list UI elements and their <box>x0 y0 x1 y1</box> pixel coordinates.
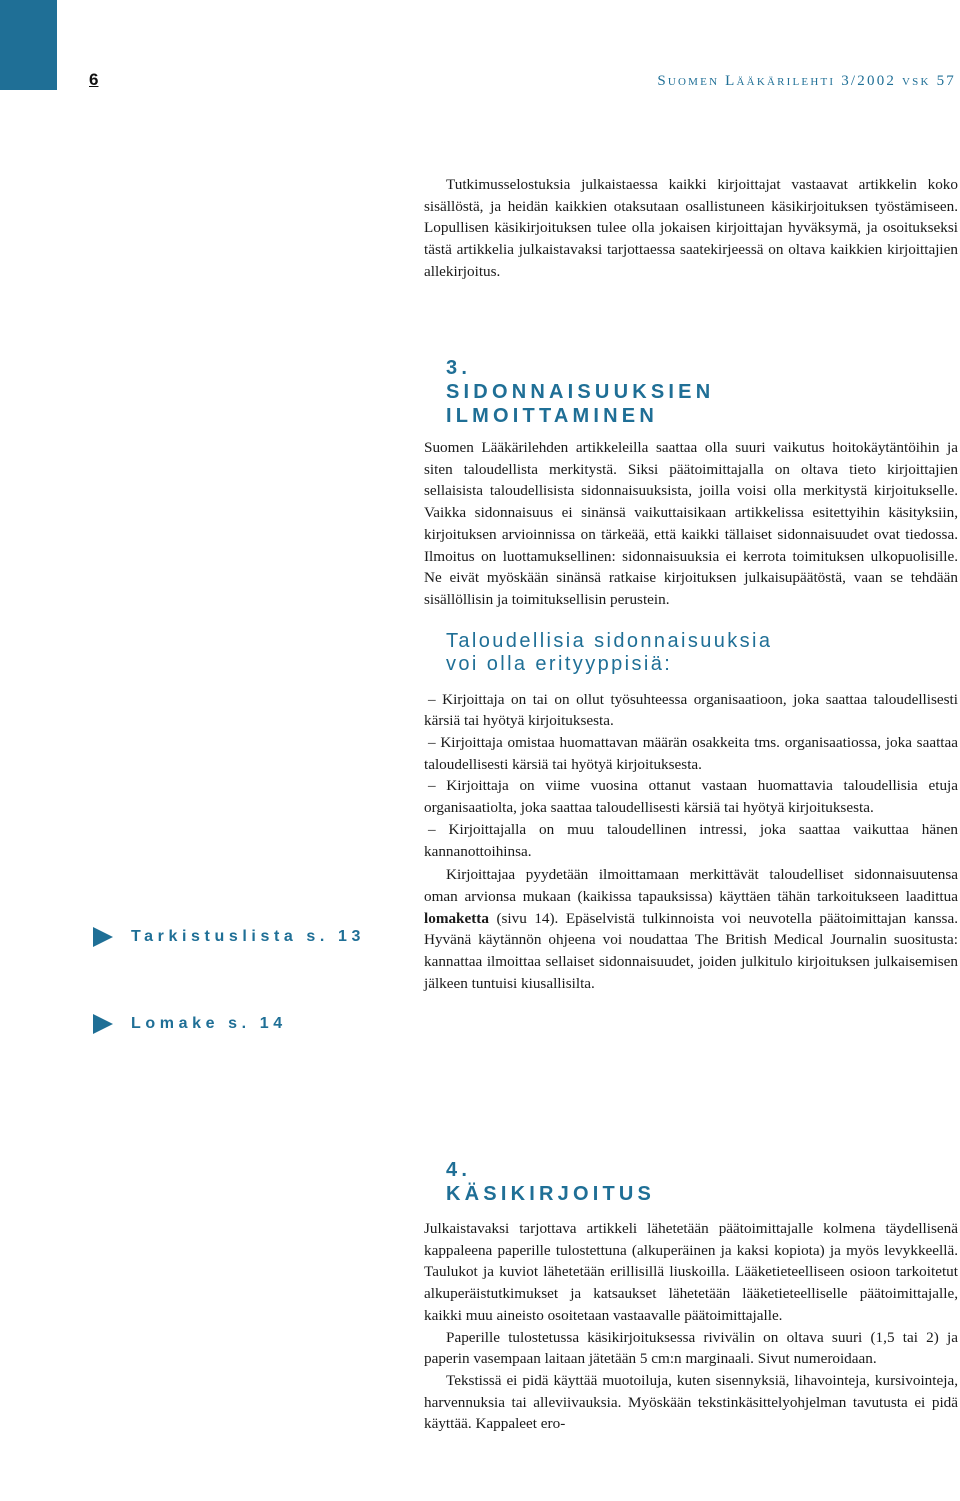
dash-list <box>424 689 958 863</box>
subheading-line1: Taloudellisia sidonnaisuuksia <box>446 629 773 652</box>
intro-block <box>424 174 958 283</box>
section-4-paragraph-3: Tekstissä ei pidä käyttää muotoiluja, kuten sisennyksiä, lihavointeja, kursivointeja, harvennuksia tai alleviivauksia. Myöskään tekstinkäsittelyohjelman tavutusta ei pidä käyttää. Kappaleet ero- <box>424 1371 958 1433</box>
header-color-block <box>0 0 57 90</box>
section-3-title-line1: SIDONNAISUUKSIEN <box>446 381 715 403</box>
closing-text-1: Kirjoittajaa pyydetään ilmoittamaan merkittävät taloudelliset sidonnaisuutensa oman arvionsa mukaan (kaikissa tapauksissa) käyttäen tähän tarkoitukseen laadittua <box>424 866 958 905</box>
arrow-right-icon <box>93 927 113 947</box>
arrow-right-icon <box>93 1014 113 1034</box>
closing-text-2: (sivu 14). Epäselvistä tulkinnoista voi neuvotella päätoimittajan kanssa. Hyvänä käytännön ohjeena voi noudattaa The British Medical Journalin suositusta: kannattaa ilmoittaa sellaiset sidonnaisuudet, joiden julkitulo kirjoituksen julkaisemisen jälkeen tuntuisi kiusallisilta. <box>424 909 958 992</box>
journal-header: Suomen Lääkärilehti 3/2002 vsk 57 <box>657 73 956 89</box>
sidebar-link-tarkistuslista[interactable] <box>93 927 365 947</box>
list-item: – Kirjoittaja on viime vuosina ottanut vastaan huomattavia taloudellisia etuja organisaatiolta, joka saattaa taloudellisesti kärsiä tai hyötyä kirjoituksesta. <box>424 777 958 817</box>
page-number: 6 <box>89 70 99 89</box>
section-3-paragraph: Suomen Lääkärilehden artikkeleilla saattaa olla suuri vaikutus hoitokäytäntöihin ja siten taloudellista merkitystä. Siksi päätoimittajalla on oltava tieto kirjoittajien sellaisista taloudellisista sidonnaisuuksista, joilla voisi olla merkitystä kirjoitukselle. Vaikka sidonnaisuus ei sinänsä vaikuttaisikaan artikkelissa esitettyihin käsityksiin, kirjoituksen arvioinnissa on tärkeää, että kaikki tällaiset sidonnaisuudet ovat tiedossa. Ilmoitus on luottamuksellinen: sidonnaisuuksia ei kerrota toimituksen ulkopuolisille. Ne eivät myöskään sinänsä ratkaise kirjoituksen julkaisupäätöstä, vaan se tehdään sisällöllisin ja toimituksellisin perustein. <box>424 439 958 608</box>
section-4-paragraph-1: Julkaistavaksi tarjottava artikkeli lähetetään päätoimittajalle kolmena täydellisenä kappaleena paperille tulostettuna (alkuperäinen ja kaksi kopiota) ja myös levykkeellä. Taulukot ja kuviot lähetetään erillisillä liuskoilla. Lääketieteelliseen osioon tarkoitetut alkuperäistutkimukset ja katsaukset lähetetään lääketieteelliselle päätoimittajalle, kaikki muu aineisto osoitetaan vastaavalle päätoimittajalle. <box>424 1220 958 1324</box>
section-3-number: 3. <box>446 357 472 379</box>
section-4 <box>424 1158 958 1435</box>
section-4-paragraph-2: Paperille tulostetussa käsikirjoituksessa rivivälin on oltava suuri (1,5 tai 2) ja paperin vasempaan laitaan jätetään 5 cm:n marginaali. Sivut numeroidaan. <box>424 1328 958 1368</box>
list-item: – Kirjoittaja omistaa huomattavan määrän osakkeita tms. organisaatiossa, joka saattaa taloudellisesti kärsiä tai hyötyä kirjoituksesta. <box>424 734 958 773</box>
sidebar-link-label: Tarkistuslista s. 13 <box>131 928 365 945</box>
section-3 <box>424 356 958 994</box>
list-item: – Kirjoittajalla on muu taloudellinen intressi, joka saattaa vaikuttaa hänen kannanottoihinsa. <box>424 820 958 860</box>
list-item: – Kirjoittaja on tai on ollut työsuhteessa organisaatioon, joka saattaa taloudellisesti kärsiä tai hyötyä kirjoituksesta. <box>424 690 958 730</box>
sidebar-link-label: Lomake s. 14 <box>131 1015 287 1032</box>
intro-paragraph: Tutkimusselostuksia julkaistaessa kaikki kirjoittajat vastaavat artikkelin koko sisällöstä, ja heidän kaikkien otaksutaan osallistuneen käsikirjoituksen työstämiseen. Lopullisen käsikirjoituksen tulee olla jokaisen kirjoittajan hyväksymä, ja osoitukseksi tästä artikkelia julkaistavaksi tarjottaessa saatekirjeessä on oltava kaikkien kirjoittajien allekirjoitus. <box>424 176 958 280</box>
subheading-line2: voi olla erityyppisiä: <box>446 652 673 675</box>
section-4-title: KÄSIKIRJOITUS <box>446 1183 656 1205</box>
section-4-number: 4. <box>446 1159 472 1181</box>
sidebar-link-lomake[interactable] <box>93 1014 287 1034</box>
lomake-link[interactable]: lomaketta <box>424 909 489 927</box>
section-3-closing <box>424 864 958 994</box>
section-3-title-line2: ILMOITTAMINEN <box>446 405 658 427</box>
